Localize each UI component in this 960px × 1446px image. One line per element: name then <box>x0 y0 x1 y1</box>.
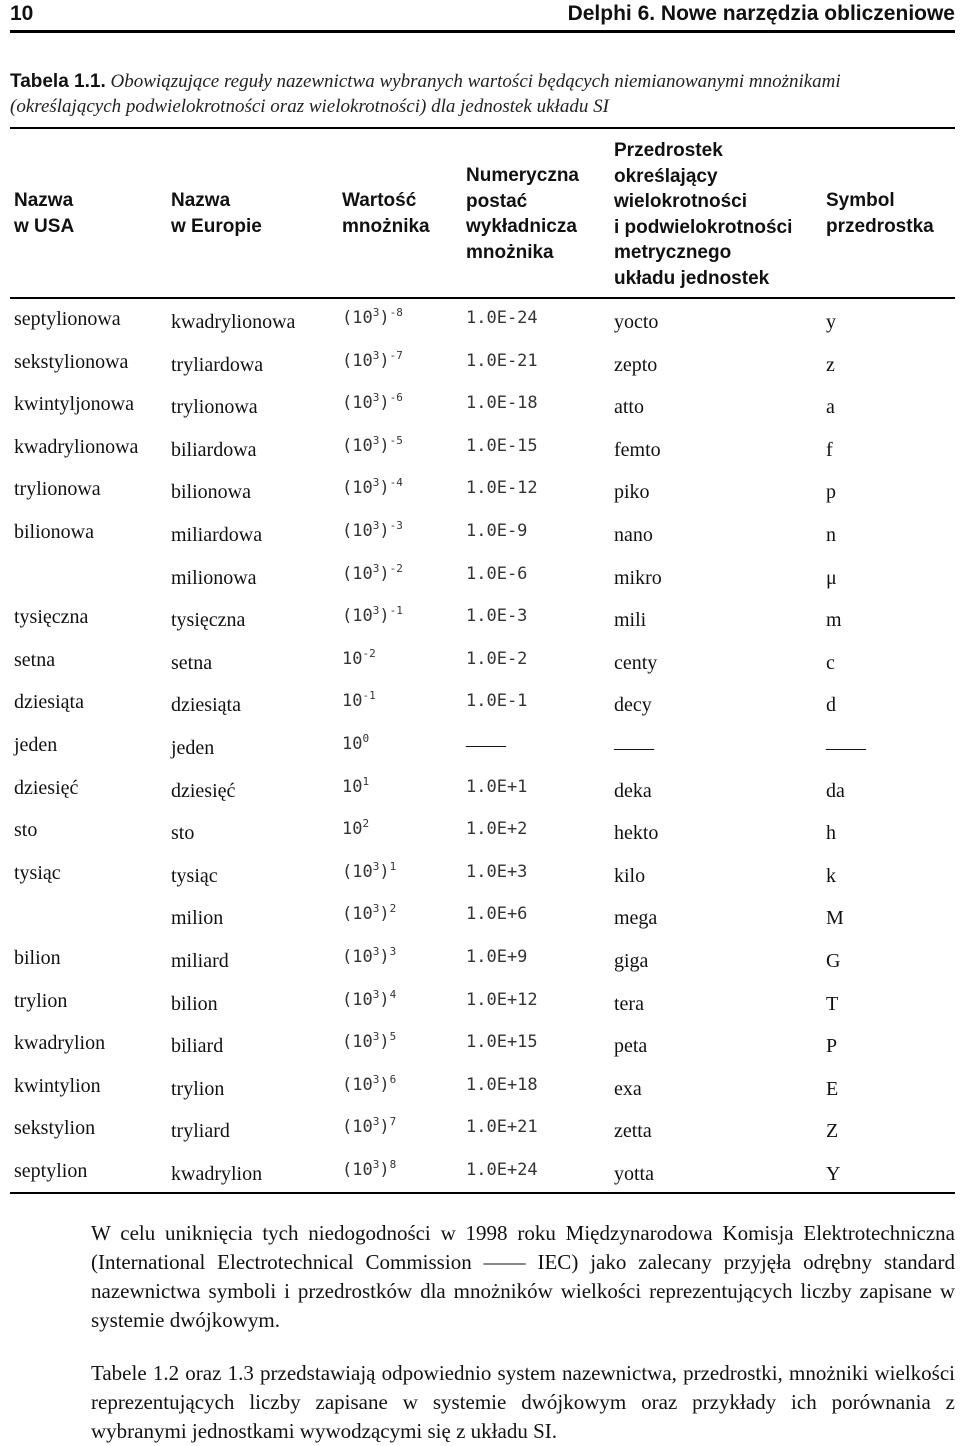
multiplier-close-paren: ) <box>379 350 390 371</box>
column-header-prefix: Przedrostek określający wielokrotności i podwielokrotności metrycznego układu jednostek <box>614 140 793 289</box>
multiplier-base: (10 <box>342 606 373 627</box>
multiplier-inner-exponent: 3 <box>372 476 380 490</box>
cell-numeric: 1.0E-3 <box>466 606 528 627</box>
cell-prefix: nano <box>614 524 653 546</box>
multiplier-close-paren: ) <box>379 1032 390 1053</box>
cell-name-usa: sekstylionowa <box>14 350 129 373</box>
cell-prefix: hekto <box>614 822 659 845</box>
cell-multiplier <box>342 606 403 626</box>
multiplier-inner-exponent: 3 <box>372 859 380 873</box>
table-row <box>10 683 955 725</box>
cell-multiplier <box>342 308 403 328</box>
multiplier-exponent: -5 <box>389 433 403 447</box>
multiplier-exponent: 8 <box>389 1158 397 1171</box>
cell-name-europe: dziesiąta <box>171 694 241 717</box>
multiplier-close-paren: ) <box>379 521 390 541</box>
cell-name-europe: tryliardowa <box>171 353 264 376</box>
cell-prefix: tera <box>614 992 644 1015</box>
cell-numeric: 1.0E-6 <box>466 563 528 584</box>
cell-numeric: —— <box>466 734 506 756</box>
cell-numeric: 1.0E-18 <box>466 393 538 414</box>
table-row <box>10 513 955 555</box>
cell-symbol: T <box>826 992 839 1015</box>
cell-name-usa: bilionowa <box>14 521 94 543</box>
cell-name-europe: biliardowa <box>171 438 257 461</box>
multiplier-base: 10 <box>342 691 363 712</box>
cell-prefix: centy <box>614 651 658 674</box>
cell-numeric: 1.0E-1 <box>466 691 528 712</box>
table-row <box>10 1067 955 1109</box>
multiplier-inner-exponent: 3 <box>372 1115 380 1129</box>
multiplier-close-paren: ) <box>379 1117 390 1138</box>
cell-symbol: c <box>826 651 835 674</box>
cell-prefix: —— <box>614 737 654 759</box>
table-caption <box>10 69 955 119</box>
cell-name-europe: kwadrylion <box>171 1163 263 1185</box>
cell-name-usa: sto <box>14 819 38 842</box>
table-top-rule <box>10 127 955 129</box>
body-paragraph: Tabele 1.2 oraz 1.3 przedstawiają odpowiednio system nazewnictwa, przedrostki, mnożniki wielkości reprezentujących liczby zapisane w systemie dwójkowym oraz przykłady ich porównania z wybranymi jednostkami wywodzącymi się z układu SI. <box>91 1361 955 1443</box>
cell-multiplier <box>342 1117 396 1137</box>
multiplier-close-paren: ) <box>379 606 390 627</box>
multiplier-exponent: 6 <box>389 1072 397 1086</box>
table-row <box>10 896 955 938</box>
multiplier-exponent: 2 <box>389 902 397 916</box>
running-header <box>10 0 955 33</box>
multiplier-exponent: 5 <box>389 1030 397 1044</box>
cell-symbol: Y <box>826 1163 841 1185</box>
multiplier-exponent: -6 <box>389 391 403 405</box>
multiplier-base: (10 <box>342 521 373 541</box>
table-row <box>10 1109 955 1151</box>
multiplier-base: (10 <box>342 478 373 499</box>
cell-name-europe: milion <box>171 907 224 930</box>
cell-prefix: piko <box>614 481 650 504</box>
multiplier-close-paren: ) <box>379 563 390 584</box>
multiplier-base: (10 <box>342 563 373 584</box>
cell-name-europe: milionowa <box>171 566 257 589</box>
column-header-symbol: Symbol przedrostka <box>826 190 934 237</box>
cell-symbol: —— <box>826 737 866 759</box>
cell-prefix: decy <box>614 694 652 717</box>
cell-name-europe: tysięczna <box>171 609 246 632</box>
multiplier-exponent: 2 <box>362 817 370 831</box>
cell-numeric: 1.0E+24 <box>466 1160 538 1180</box>
cell-multiplier <box>342 774 370 797</box>
cell-numeric: 1.0E+9 <box>466 947 528 967</box>
table-caption-text: Obowiązujące reguły nazewnictwa wybranych wartości będących niemianowanymi mnożnikami (określających podwielokrotności oraz wielokrotności) dla jednostek układu SI <box>10 71 841 117</box>
multiplier-base: (10 <box>342 904 373 925</box>
cell-multiplier <box>342 1160 396 1180</box>
cell-numeric: 1.0E+1 <box>466 776 528 797</box>
running-title: Delphi 6. Nowe narzędzia obliczeniowe <box>567 2 955 25</box>
table-row <box>10 641 955 683</box>
cell-prefix: zepto <box>614 353 658 376</box>
cell-prefix: deka <box>614 779 652 802</box>
cell-prefix: zetta <box>614 1120 652 1143</box>
column-header-numeric: Numeryczna postać wykładnicza mnożnika <box>466 165 579 263</box>
cell-name-usa: trylionowa <box>14 478 101 501</box>
cell-multiplier <box>342 1072 397 1095</box>
cell-numeric: 1.0E-24 <box>466 308 538 328</box>
cell-name-europe: setna <box>171 651 213 674</box>
cell-multiplier <box>342 646 376 669</box>
multiplier-exponent: 4 <box>389 987 397 1001</box>
multiplier-close-paren: ) <box>379 1074 390 1095</box>
multiplier-exponent: -8 <box>389 306 403 319</box>
table-row <box>10 300 955 342</box>
cell-name-europe: biliard <box>171 1035 224 1058</box>
cell-name-usa: septylion <box>14 1160 88 1182</box>
cell-numeric: 1.0E-12 <box>466 478 538 499</box>
cell-name-usa: kwadrylion <box>14 1032 106 1055</box>
table-header-rule <box>10 297 955 299</box>
table-row <box>10 428 955 470</box>
cell-symbol: n <box>826 524 836 546</box>
cell-multiplier <box>342 433 403 456</box>
cell-symbol: M <box>826 907 844 930</box>
multiplier-base: (10 <box>342 1074 373 1095</box>
cell-multiplier <box>342 987 397 1010</box>
cell-name-usa: setna <box>14 648 56 671</box>
table-row <box>10 1152 955 1194</box>
cell-numeric: 1.0E+21 <box>466 1117 538 1138</box>
multiplier-close-paren: ) <box>379 435 390 456</box>
multiplier-base: (10 <box>342 861 373 882</box>
multiplier-base: 10 <box>342 734 363 754</box>
table-row <box>10 470 955 512</box>
multiplier-inner-exponent: 3 <box>372 1030 380 1044</box>
cell-prefix: mili <box>614 609 647 632</box>
multiplier-close-paren: ) <box>379 393 390 414</box>
cell-symbol: h <box>826 822 836 845</box>
cell-multiplier <box>342 691 376 711</box>
multiplier-exponent: 3 <box>389 945 397 958</box>
cell-name-usa: tysięczna <box>14 606 89 629</box>
multiplier-inner-exponent: 3 <box>372 561 380 575</box>
multiplier-close-paren: ) <box>379 989 390 1010</box>
cell-prefix: kilo <box>614 864 646 887</box>
multiplier-inner-exponent: 3 <box>372 1072 380 1086</box>
table-row <box>10 939 955 981</box>
multiplier-base: (10 <box>342 989 373 1010</box>
cell-name-usa: kwintylion <box>14 1074 101 1097</box>
table-row <box>10 1024 955 1066</box>
table-row <box>10 385 955 427</box>
cell-symbol: p <box>826 481 836 504</box>
cell-multiplier <box>342 947 396 967</box>
column-header-usa: Nazwa w USA <box>14 190 75 237</box>
cell-name-europe: trylion <box>171 1077 225 1100</box>
multiplier-base: (10 <box>342 947 373 967</box>
cell-numeric: 1.0E+2 <box>466 819 528 840</box>
table-row <box>10 854 955 896</box>
multiplier-inner-exponent: 3 <box>372 1158 380 1171</box>
cell-symbol: E <box>826 1077 839 1100</box>
table-row <box>10 769 955 811</box>
cell-numeric: 1.0E-2 <box>466 648 528 669</box>
cell-symbol: y <box>826 311 836 333</box>
cell-symbol: μ <box>826 566 837 589</box>
multiplier-base: (10 <box>342 435 373 456</box>
cell-prefix: mega <box>614 907 658 930</box>
cell-multiplier <box>342 478 403 498</box>
cell-multiplier <box>342 819 369 839</box>
cell-name-europe: sto <box>171 822 195 845</box>
body-paragraph: W celu uniknięcia tych niedogodności w 1998 roku Międzynarodowa Komisja Elektrotechniczna (International Electrotechnical Commission —— IEC) jako zalecany przyjęła odrębny standard nazewnictwa symboli i przedrostków dla mnożników wielkości reprezentujących liczby zapisane w systemie dwójkowym. <box>91 1221 955 1332</box>
multiplier-base: (10 <box>342 1117 373 1138</box>
table-row <box>10 598 955 640</box>
cell-name-europe: dziesięć <box>171 779 236 802</box>
cell-name-usa: trylion <box>14 989 68 1012</box>
cell-numeric: 1.0E-15 <box>466 435 538 456</box>
cell-prefix: exa <box>614 1077 642 1100</box>
multiplier-inner-exponent: 3 <box>372 519 380 532</box>
cell-multiplier <box>342 1032 396 1052</box>
cell-multiplier <box>342 393 403 413</box>
page-number: 10 <box>10 2 34 25</box>
multiplier-inner-exponent: 3 <box>372 902 380 916</box>
multiplier-close-paren: ) <box>379 947 390 967</box>
multiplier-close-paren: ) <box>379 861 390 882</box>
cell-multiplier <box>342 561 403 584</box>
multiplier-base: (10 <box>342 350 373 371</box>
cell-name-europe: tysiąc <box>171 864 218 887</box>
cell-name-usa: sekstylion <box>14 1117 96 1140</box>
multiplier-exponent: -3 <box>389 519 403 532</box>
cell-name-europe: miliardowa <box>171 524 263 546</box>
table-row <box>10 343 955 385</box>
cell-multiplier <box>342 904 396 924</box>
cell-numeric: 1.0E+3 <box>466 861 528 882</box>
multiplier-exponent: -2 <box>389 561 403 575</box>
multiplier-base: (10 <box>342 1160 373 1180</box>
multiplier-exponent: -1 <box>389 604 403 618</box>
multiplier-base: (10 <box>342 393 373 414</box>
multiplier-inner-exponent: 3 <box>372 433 380 447</box>
cell-numeric: 1.0E+15 <box>466 1032 538 1053</box>
cell-symbol: a <box>826 396 835 419</box>
cell-name-usa: dziesiąta <box>14 691 84 714</box>
cell-numeric: 1.0E-21 <box>466 350 538 371</box>
multiplier-exponent: 1 <box>362 774 370 788</box>
table-row <box>10 556 955 598</box>
cell-numeric: 1.0E+12 <box>466 989 538 1010</box>
multiplier-base: (10 <box>342 1032 373 1053</box>
multiplier-exponent: 0 <box>362 732 370 745</box>
multiplier-close-paren: ) <box>379 1160 390 1180</box>
cell-prefix: yocto <box>614 311 659 333</box>
cell-numeric: 1.0E+6 <box>466 904 528 925</box>
multiplier-exponent: -1 <box>362 689 376 703</box>
cell-symbol: m <box>826 609 842 632</box>
cell-prefix: mikro <box>614 566 662 589</box>
multiplier-inner-exponent: 3 <box>372 348 380 362</box>
cell-multiplier <box>342 348 403 371</box>
cell-name-europe: jeden <box>171 737 215 759</box>
multiplier-inner-exponent: 3 <box>372 987 380 1001</box>
cell-symbol: z <box>826 353 835 376</box>
multiplier-exponent: -4 <box>389 476 403 490</box>
multiplier-exponent: 7 <box>389 1115 397 1129</box>
multiplier-base: (10 <box>342 308 373 328</box>
cell-multiplier <box>342 734 369 754</box>
cell-symbol: f <box>826 438 833 461</box>
column-header-multiplier: Wartość mnożnika <box>342 190 430 237</box>
multiplier-close-paren: ) <box>379 308 390 328</box>
table-row <box>10 982 955 1024</box>
cell-numeric: 1.0E-9 <box>466 521 528 541</box>
cell-name-europe: tryliard <box>171 1120 230 1143</box>
multiplier-base: 10 <box>342 776 363 797</box>
multiplier-inner-exponent: 3 <box>372 945 380 958</box>
cell-name-europe: miliard <box>171 950 229 972</box>
cell-name-usa: kwadrylionowa <box>14 435 139 458</box>
cell-symbol: d <box>826 694 836 717</box>
multiplier-inner-exponent: 3 <box>372 306 380 319</box>
multiplier-exponent: -7 <box>389 348 403 362</box>
cell-symbol: k <box>826 864 836 887</box>
cell-name-usa: bilion <box>14 947 61 969</box>
multiplier-exponent: 1 <box>389 859 397 873</box>
cell-prefix: yotta <box>614 1163 654 1185</box>
cell-symbol: da <box>826 779 845 802</box>
table-row <box>10 811 955 853</box>
cell-name-europe: bilion <box>171 992 218 1015</box>
multiplier-base: 10 <box>342 819 363 840</box>
cell-name-usa: kwintyljonowa <box>14 393 134 416</box>
multiplier-inner-exponent: 3 <box>372 391 380 405</box>
table-bottom-rule <box>10 1192 955 1194</box>
cell-name-europe: trylionowa <box>171 396 258 419</box>
cell-name-usa: septylionowa <box>14 308 121 330</box>
cell-name-usa: dziesięć <box>14 776 79 799</box>
cell-numeric: 1.0E+18 <box>466 1074 538 1095</box>
cell-prefix: giga <box>614 950 649 972</box>
cell-prefix: femto <box>614 438 661 461</box>
table-row <box>10 726 955 768</box>
column-header-europe: Nazwa w Europie <box>171 190 262 237</box>
cell-symbol: P <box>826 1035 838 1058</box>
cell-multiplier <box>342 859 397 882</box>
multiplier-inner-exponent: 3 <box>372 604 380 618</box>
multiplier-close-paren: ) <box>379 904 390 925</box>
table-label: Tabela 1.1. <box>10 71 106 92</box>
cell-symbol: G <box>826 950 841 972</box>
multiplier-base: 10 <box>342 648 363 669</box>
multiplier-close-paren: ) <box>379 478 390 499</box>
cell-multiplier <box>342 521 403 541</box>
cell-name-europe: kwadrylionowa <box>171 311 296 333</box>
cell-prefix: peta <box>614 1035 648 1058</box>
cell-prefix: atto <box>614 396 644 419</box>
cell-name-europe: bilionowa <box>171 481 251 504</box>
multiplier-exponent: -2 <box>362 646 376 660</box>
cell-name-usa: tysiąc <box>14 861 61 884</box>
cell-symbol: Z <box>826 1120 839 1143</box>
cell-name-usa: jeden <box>14 734 58 756</box>
